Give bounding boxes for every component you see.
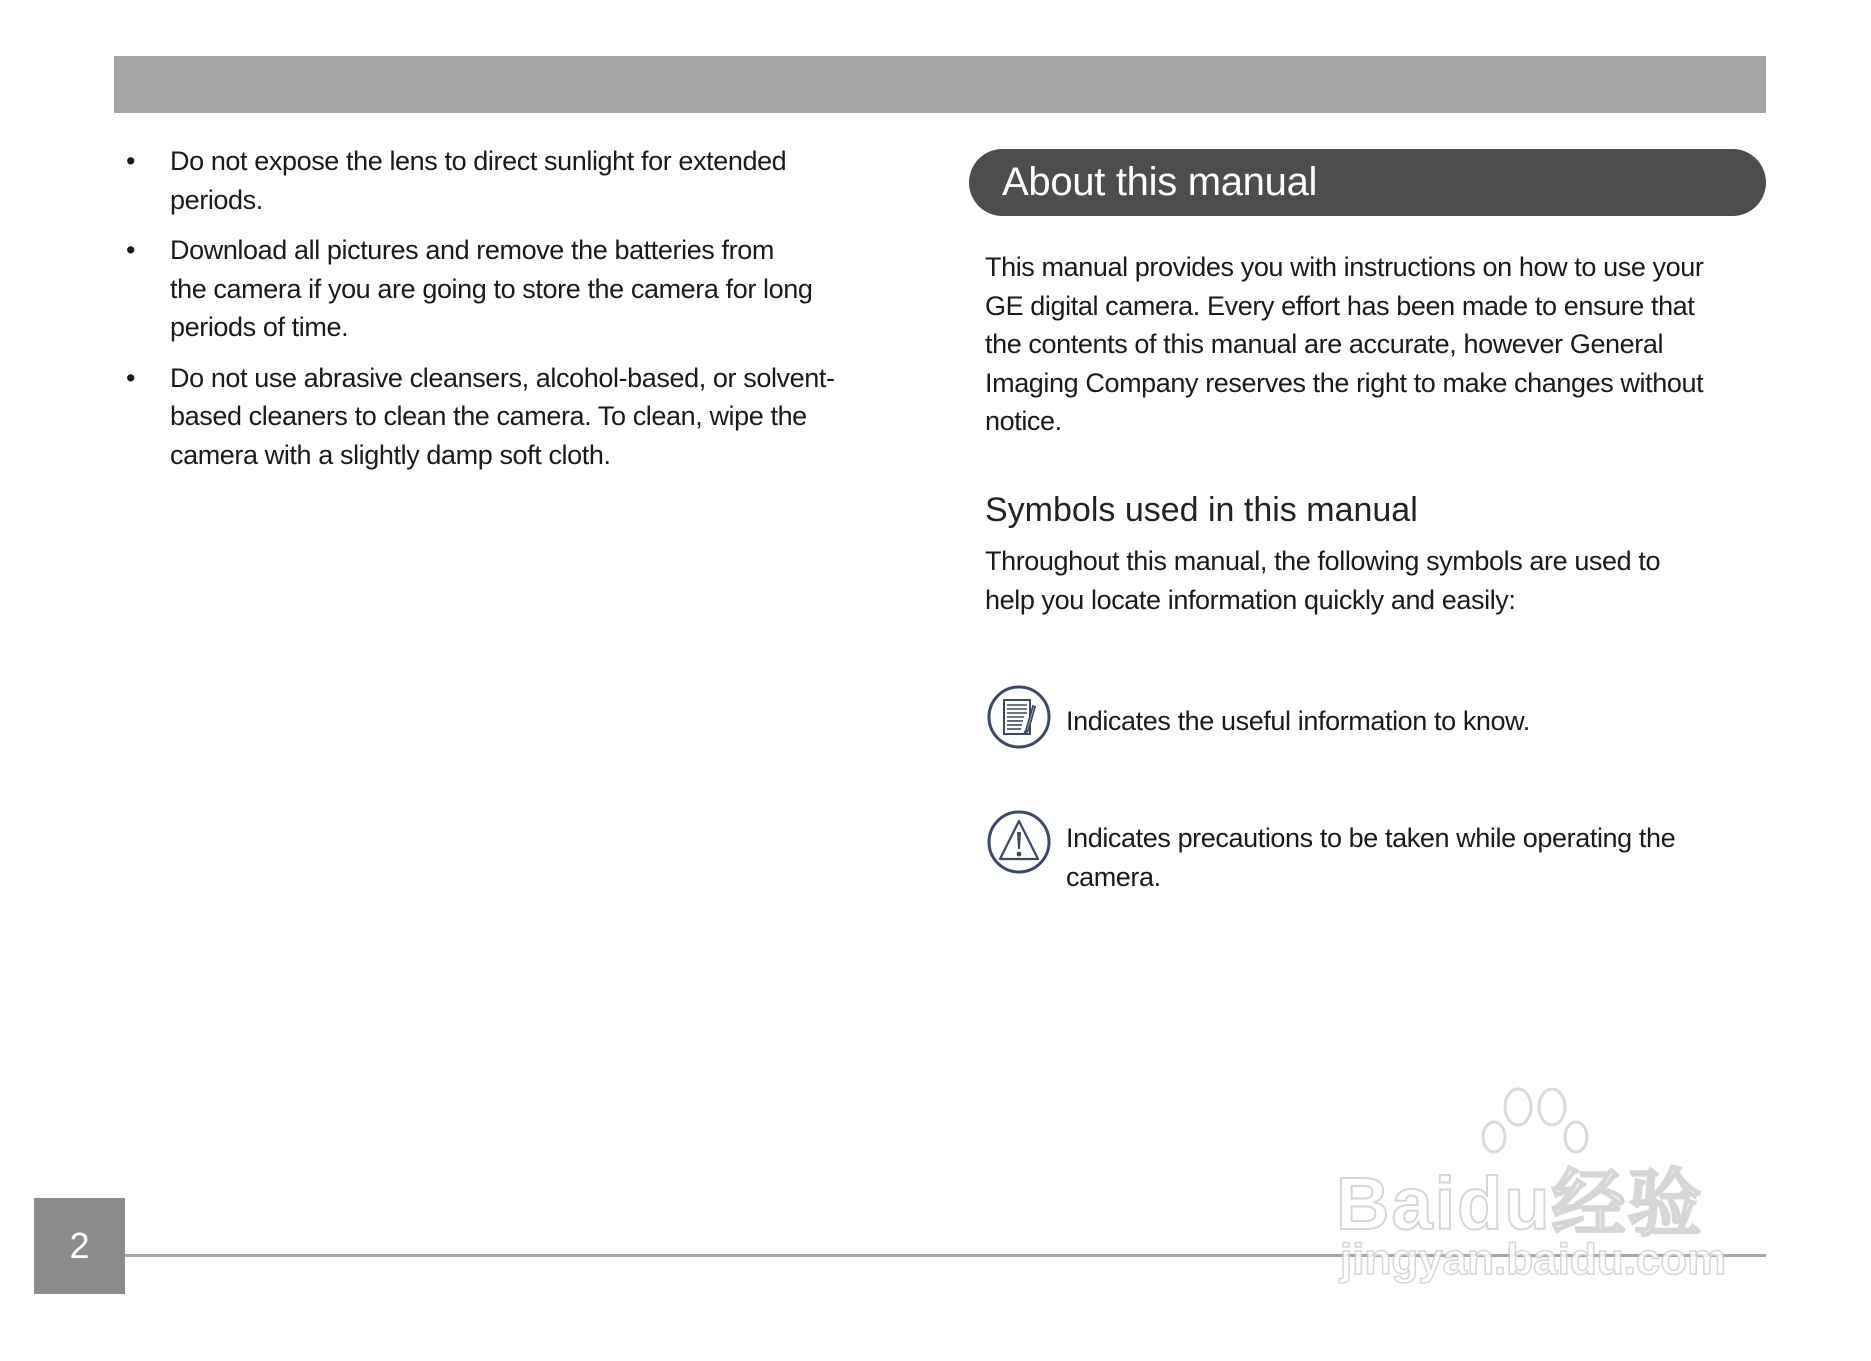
list-item: [120, 142, 880, 219]
symbol-description: [1066, 702, 1530, 741]
text-line: Imaging Company reserves the right to make changes without: [985, 367, 1704, 398]
warning-icon: [986, 809, 1052, 875]
intro-paragraph: [985, 248, 1765, 441]
bullet-icon: •: [126, 146, 136, 176]
text-line: Indicates precautions to be taken while operating the: [1066, 823, 1676, 853]
symbol-description: [1066, 819, 1675, 896]
text-line: periods of time.: [170, 312, 349, 342]
text-line: Download all pictures and remove the batteries from: [170, 235, 774, 265]
text-line: GE digital camera. Every effort has been made to ensure that: [985, 290, 1695, 321]
text-line: This manual provides you with instructions on how to use your: [985, 252, 1704, 282]
baidu-watermark: [1330, 1085, 1770, 1295]
text-line: the contents of this manual are accurate, however General: [985, 329, 1664, 359]
text-line: periods.: [170, 184, 263, 215]
header-bar: [114, 56, 1766, 113]
text-line: based cleaners to clean the camera. To clean, wipe the: [170, 401, 807, 431]
bullet-icon: •: [126, 235, 136, 265]
symbols-heading: Symbols used in this manual: [985, 491, 1418, 529]
page-number: 2: [69, 1225, 90, 1266]
text-line: Do not use abrasive cleansers, alcohol-based, or solvent-: [170, 362, 835, 393]
section-title-banner: [969, 149, 1766, 216]
text-line: Indicates the useful information to know.: [1066, 706, 1530, 736]
bullet-icon: •: [126, 362, 136, 393]
text-line: help you locate information quickly and easily:: [985, 584, 1516, 615]
list-item: [120, 359, 880, 475]
watermark-url: jingyan.baidu.com: [1340, 1235, 1727, 1284]
page-number-box: [34, 1198, 125, 1294]
text-line: notice.: [985, 406, 1062, 436]
section-title: About this manual: [1002, 160, 1318, 204]
care-bullet-list: [120, 142, 880, 486]
text-line: camera with a slightly damp soft cloth.: [170, 439, 611, 470]
watermark-brand: Baidu经验: [1336, 1162, 1704, 1245]
text-line: Do not expose the lens to direct sunlight for extended: [170, 146, 787, 176]
symbols-intro-paragraph: [985, 542, 1765, 619]
text-line: Throughout this manual, the following symbols are used to: [985, 546, 1661, 576]
note-icon: [986, 684, 1052, 750]
text-line: camera.: [1066, 861, 1161, 892]
text-line: the camera if you are going to store the camera for long: [170, 273, 813, 304]
list-item: [120, 231, 880, 347]
